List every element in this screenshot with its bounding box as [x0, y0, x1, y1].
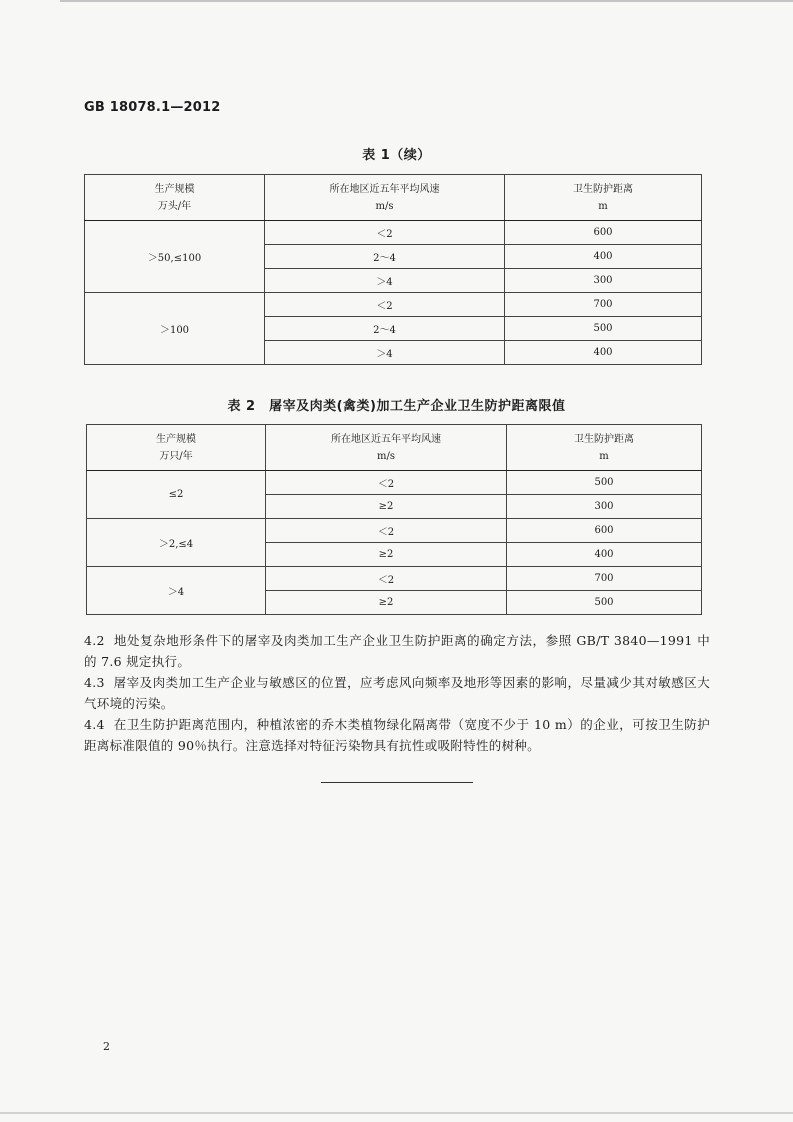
clause-number: 4.2: [84, 633, 105, 648]
table-row: [87, 567, 702, 591]
distance-cell: 300: [505, 269, 702, 293]
wind-cell: 2～4: [265, 317, 505, 341]
scale-cell: ＞2,≤4: [87, 519, 266, 567]
clause-4-4: [84, 714, 710, 756]
wind-cell: ＜2: [266, 471, 507, 495]
scale-cell: ≤2: [87, 471, 266, 519]
table-row: [87, 471, 702, 495]
standard-code: GB 18078.1—2012: [84, 100, 221, 115]
wind-cell: ＜2: [265, 293, 505, 317]
table1: [84, 174, 702, 365]
scale-cell: ＞50,≤100: [85, 221, 265, 293]
table2: [86, 424, 702, 615]
distance-cell: 400: [505, 341, 702, 365]
distance-cell: 500: [507, 591, 702, 615]
distance-cell: 400: [507, 543, 702, 567]
table2-header-distance: 卫生防护距离 m: [507, 425, 702, 471]
table2-header-wind: 所在地区近五年平均风速 m/s: [266, 425, 507, 471]
table1-header-scale: 生产规模 万头/年: [85, 175, 265, 221]
wind-cell: ≥2: [266, 543, 507, 567]
table1-header-wind: 所在地区近五年平均风速 m/s: [265, 175, 505, 221]
table-row: [85, 293, 702, 317]
clause-text: 地处复杂地形条件下的屠宰及肉类加工生产企业卫生防护距离的确定方法，参照 GB/T 3840—1991 中的 7.6 规定执行。: [84, 633, 711, 669]
distance-cell: 600: [507, 519, 702, 543]
table-row: [87, 519, 702, 543]
wind-cell: ≥2: [266, 591, 507, 615]
scale-cell: ＞4: [87, 567, 266, 615]
scan-edge-top: [60, 0, 793, 2]
distance-cell: 400: [505, 245, 702, 269]
end-rule: [321, 782, 473, 783]
page-number: 2: [103, 1040, 110, 1053]
wind-cell: ＜2: [266, 519, 507, 543]
wind-cell: ＜2: [265, 221, 505, 245]
distance-cell: 600: [505, 221, 702, 245]
distance-cell: 300: [507, 495, 702, 519]
table1-header-distance: 卫生防护距离 m: [505, 175, 702, 221]
scale-cell: ＞100: [85, 293, 265, 365]
clause-text: 在卫生防护距离范围内，种植浓密的乔木类植物绿化隔离带（宽度不少于 10 m）的企业，可按卫生防护距离标准限值的 90％执行。注意选择对特征污染物具有抗性或吸附特性的树种。: [84, 717, 711, 753]
table2-caption: 表 2 屠宰及肉类(禽类)加工生产企业卫生防护距离限值: [227, 399, 566, 414]
table2-header-scale: 生产规模 万只/年: [87, 425, 266, 471]
clause-number: 4.4: [84, 717, 105, 732]
distance-cell: 500: [507, 471, 702, 495]
wind-cell: ＜2: [266, 567, 507, 591]
wind-cell: ＞4: [265, 269, 505, 293]
wind-cell: ≥2: [266, 495, 507, 519]
clause-4-3: [84, 672, 710, 714]
clause-text: 屠宰及肉类加工生产企业与敏感区的位置，应考虑风向频率及地形等因素的影响，尽量减少其对敏感区大气环境的污染。: [84, 675, 710, 711]
scan-edge-bottom: [0, 1112, 793, 1114]
table-row: [85, 221, 702, 245]
distance-cell: 700: [505, 293, 702, 317]
clause-4-2: [84, 630, 710, 672]
clause-number: 4.3: [84, 675, 105, 690]
distance-cell: 500: [505, 317, 702, 341]
wind-cell: ＞4: [265, 341, 505, 365]
table1-caption: 表 1（续）: [362, 148, 431, 163]
distance-cell: 700: [507, 567, 702, 591]
wind-cell: 2～4: [265, 245, 505, 269]
